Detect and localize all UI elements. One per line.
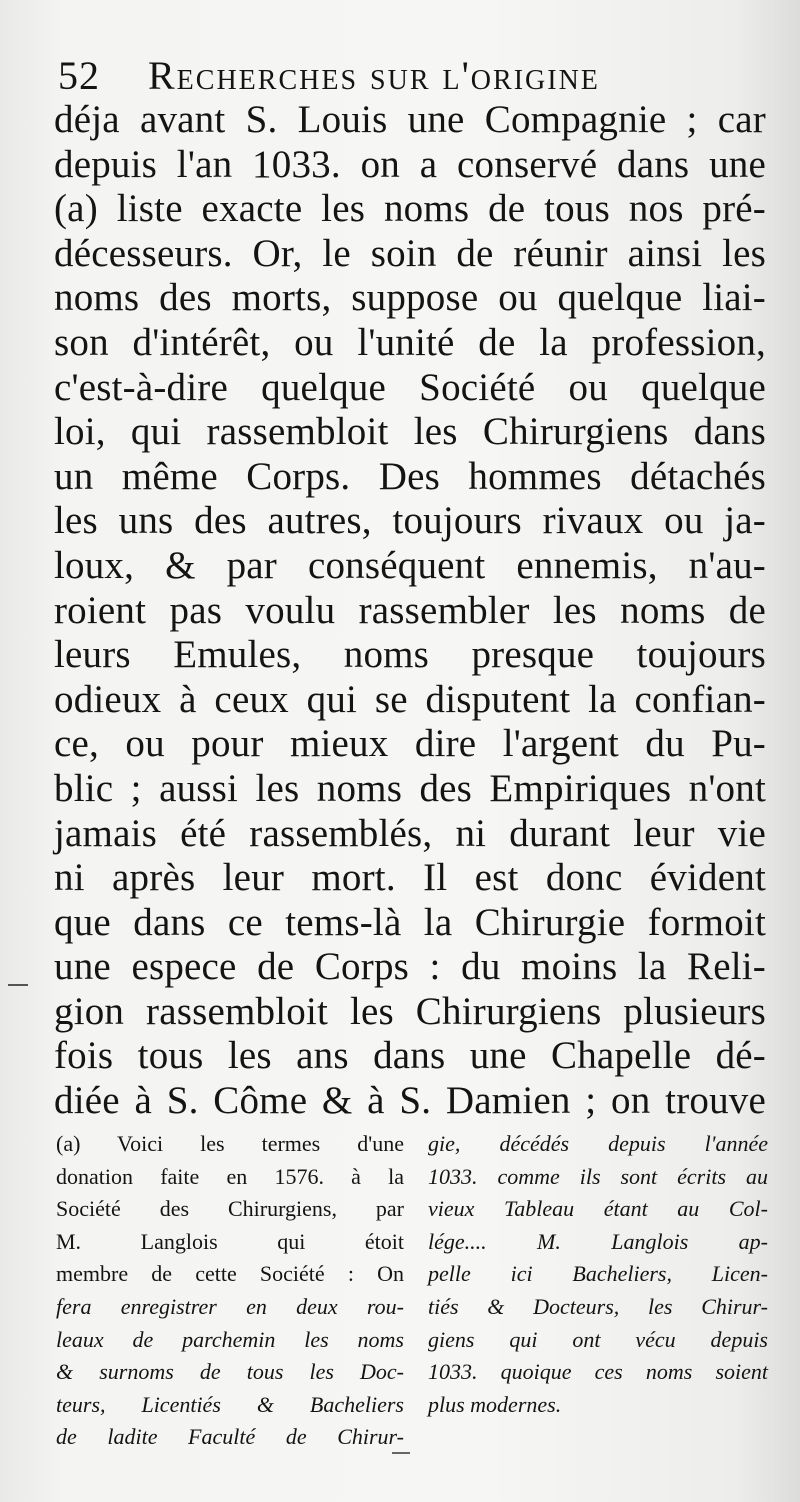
body-line: diée à S. Côme & à S. Damien ; on trouve	[54, 1079, 766, 1123]
body-line: odieux à ceux qui se disputent la confian-	[54, 677, 766, 721]
body-line: un même Corps. Des hommes détachés	[54, 454, 766, 498]
body-line: depuis l'an 1033. on a conservé dans une	[54, 142, 766, 186]
body-line: ni après leur mort. Il est donc évident	[54, 856, 766, 900]
body-line: jamais été rassemblés, ni durant leur vie	[54, 811, 766, 855]
footnote-line: fera enregistrer en deux rou-	[56, 1293, 404, 1319]
footnote-block	[56, 1128, 768, 1450]
body-line: noms des morts, suppose ou quelque liai-	[54, 276, 766, 320]
footnote-line: de ladite Faculté de Chirur-	[56, 1424, 404, 1450]
body-line: loux, & par conséquent ennemis, n'au-	[54, 543, 766, 587]
footnote-line: & surnoms de tous les Doc-	[56, 1359, 404, 1385]
footnote-line: 1033. quoique ces noms soient	[428, 1359, 768, 1385]
bottom-mark	[392, 1452, 410, 1454]
body-line: ce, ou pour mieux dire l'argent du Pu-	[54, 722, 766, 766]
footnote-line: tiés & Docteurs, les Chirur-	[428, 1293, 768, 1319]
footnote-line: vieux Tableau étant au Col-	[428, 1196, 768, 1222]
body-line: les uns des autres, toujours rivaux ou ja-	[54, 499, 766, 543]
footnote-line: M. Langlois qui étoit	[56, 1228, 404, 1254]
body-line: fois tous les ans dans une Chapelle dé-	[54, 1034, 766, 1078]
body-line: une espece de Corps : du moins la Reli-	[54, 945, 766, 989]
footnote-line: (a) Voici les termes d'une	[56, 1131, 404, 1156]
body-line: c'est-à-dire quelque Société ou quelque	[54, 365, 766, 409]
body-line: blic ; aussi les noms des Empiriques n'ont	[54, 766, 766, 810]
footnote-line: lége.... M. Langlois ap-	[428, 1228, 768, 1254]
footnote-left-column	[56, 1128, 404, 1454]
page-header	[52, 46, 752, 98]
footnote-line: plus modernes.	[428, 1391, 562, 1417]
footnote-line: Société des Chirurgiens, par	[56, 1196, 404, 1222]
footnote-line: giens qui ont vécu depuis	[428, 1326, 768, 1352]
body-line: déja avant S. Louis une Compagnie ; car	[54, 98, 766, 141]
footnote-line: gie, décédés depuis l'année	[428, 1131, 768, 1156]
body-text	[54, 98, 766, 1124]
body-line: gion rassembloit les Chirurgiens plusieurs	[54, 989, 766, 1033]
body-line: décesseurs. Or, le soin de réunir ainsi les	[54, 231, 766, 275]
footnote-right-column	[428, 1128, 768, 1421]
running-title: Recherches sur l'origine	[148, 53, 600, 98]
footnote-line: donation faite en 1576. à la	[56, 1163, 404, 1189]
footnote-line: leaux de parchemin les noms	[56, 1326, 404, 1352]
footnote-line: membre de cette Société : On	[56, 1261, 404, 1287]
footnote-line: teurs, Licentiés & Bacheliers	[56, 1391, 404, 1417]
body-line: roient pas voulu rassembler les noms de	[54, 588, 766, 632]
body-line: son d'intérêt, ou l'unité de la profession,	[54, 320, 766, 364]
margin-mark	[8, 984, 28, 986]
footnote-line: pelle ici Bacheliers, Licen-	[428, 1261, 768, 1287]
body-line: que dans ce tems-là la Chirurgie formoit	[54, 900, 766, 944]
footnote-line: 1033. comme ils sont écrits au	[428, 1163, 768, 1189]
body-line: leurs Emules, noms presque toujours	[54, 633, 766, 677]
body-line: loi, qui rassembloit les Chirurgiens dans	[54, 410, 766, 454]
page-number: 52	[58, 53, 100, 98]
body-line: (a) liste exacte les noms de tous nos pré-	[54, 187, 766, 231]
